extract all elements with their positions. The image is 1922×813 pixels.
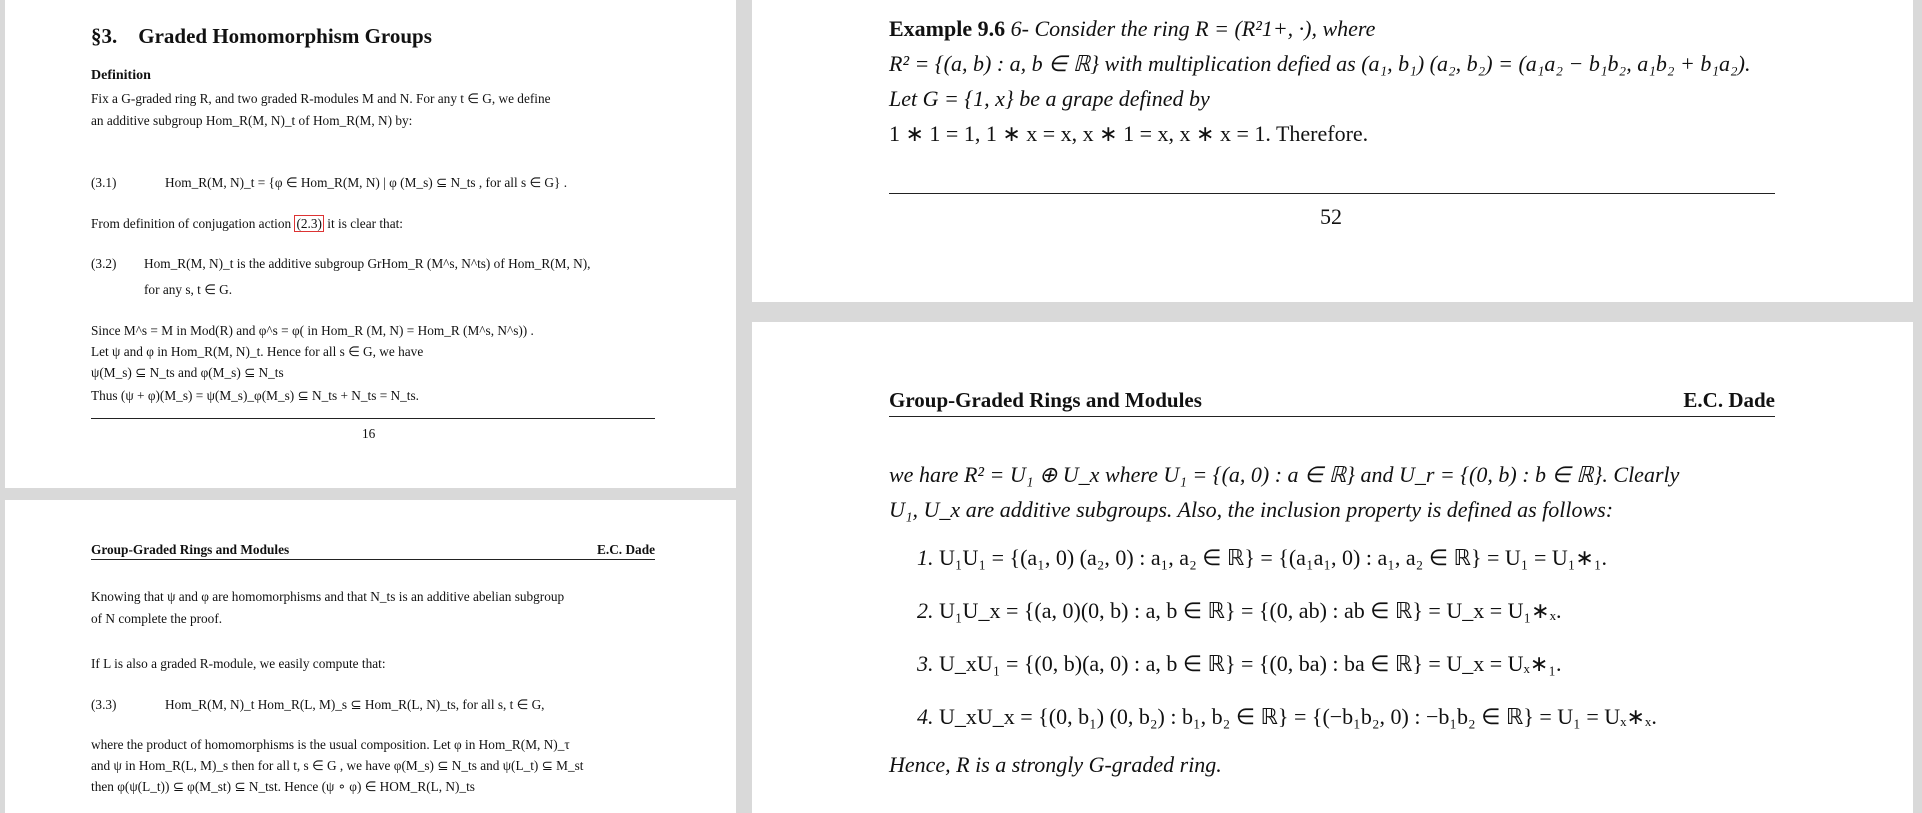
eq-3-1: Hom_R(M, N)_t = {φ ∈ Hom_R(M, N) | φ (M_s) ⊆ N_ts , for all s ∈ G} . [165, 175, 568, 190]
page-16 [5, 0, 736, 488]
list-item [917, 545, 1607, 571]
know-line-1: Knowing that ψ and φ are homomorphisms and that N_ts is an additive abelian subgroup [91, 589, 565, 604]
example-intro: 6- Consider the ring R = (R²1+, ·), where [1010, 16, 1376, 41]
list-item-text: U₁U_x = {(a, 0)(0, b) : a, b ∈ ℝ} = {(0, ab) : ab ∈ ℝ} = U_x = U₁∗ₓ. [939, 598, 1562, 623]
footer-rule [91, 418, 655, 419]
conjugation-line [91, 216, 403, 232]
page-53 [752, 322, 1913, 813]
header-rule [889, 416, 1775, 417]
section-title: §3. Graded Homomorphism Groups [91, 24, 432, 48]
def-line-2: an additive subgroup Hom_R(M, N)_t of Hom_R(M, N) by: [91, 113, 413, 128]
definition-heading: Definition [91, 68, 151, 83]
page-17 [5, 500, 736, 813]
page-number: 52 [1320, 204, 1342, 229]
list-item [917, 651, 1562, 677]
eq-3-3-label: (3.3) [91, 697, 117, 712]
running-header-left: Group-Graded Rings and Modules [889, 388, 1202, 412]
list-item-number: 2. [917, 598, 934, 623]
eq-3-2-line-1: Hom_R(M, N)_t is the additive subgroup GrHom_R (M^s, N^ts) of Hom_R(M, N), [144, 256, 591, 271]
eq-3-3: Hom_R(M, N)_t Hom_R(L, M)_s ⊆ Hom_R(L, N)_ts, for all s, t ∈ G, [165, 697, 545, 712]
footer-rule [889, 193, 1775, 194]
conj-text-before: From definition of conjugation action [91, 216, 295, 231]
hence-line: Hence, R is a strongly G-graded ring. [889, 752, 1222, 777]
header-rule [91, 559, 655, 560]
since-line-4: Thus (ψ + φ)(M_s) = ψ(M_s)_φ(M_s) ⊆ N_ts + N_ts = N_ts. [91, 388, 419, 403]
running-header-right: E.C. Dade [1683, 388, 1775, 412]
list-item [917, 598, 1562, 624]
example-label: Example 9.6 [889, 16, 1006, 41]
example-line-1 [889, 16, 1375, 42]
since-line-3: ψ(M_s) ⊆ N_ts and φ(M_s) ⊆ N_ts [91, 365, 284, 380]
list-item [917, 704, 1657, 730]
running-header-right: E.C. Dade [597, 542, 655, 557]
eq-3-1-label: (3.1) [91, 175, 117, 190]
where-line-2: and ψ in Hom_R(L, M)_s then for all t, s ∈ G , we have φ(M_s) ⊆ N_ts and ψ(L_t) ⊆ M_st [91, 758, 584, 773]
page-52 [752, 0, 1913, 302]
list-item-number: 3. [917, 651, 934, 676]
we-line-2: U₁, U_x are additive subgroups. Also, the inclusion property is defined as follows: [889, 497, 1614, 522]
since-line-1: Since M^s = M in Mod(R) and φ^s = φ( in Hom_R (M, N) = Hom_R (M^s, N^s)) . [91, 323, 534, 338]
where-line-1: where the product of homomorphisms is the usual composition. Let φ in Hom_R(M, N)_τ [91, 737, 570, 752]
list-item-text: U_xU_x = {(0, b₁) (0, b₂) : b₁, b₂ ∈ ℝ} = {(−b₁b₂, 0) : −b₁b₂ ∈ ℝ} = U₁ = Uₓ∗ₓ. [939, 704, 1657, 729]
know-line-2: of N complete the proof. [91, 611, 223, 626]
example-line-2: R² = {(a, b) : a, b ∈ ℝ} with multiplication defied as (a₁, b₁) (a₂, b₂) = (a₁a₂ − b₁b₂, a₁b₂ + b₁a₂). [889, 51, 1751, 76]
list-item-text: U_xU₁ = {(0, b)(a, 0) : a, b ∈ ℝ} = {(0, ba) : ba ∈ ℝ} = U_x = Uₓ∗₁. [939, 651, 1562, 676]
where-line-3: then φ(ψ(L_t)) ⊆ φ(M_st) ⊆ N_tst. Hence (ψ ∘ φ) ∈ HOM_R(L, N)_ts [91, 779, 475, 794]
if-line: If L is also a graded R-module, we easily compute that: [91, 656, 386, 671]
example-line-3: Let G = {1, x} be a grape defined by [889, 86, 1210, 111]
list-item-number: 1. [917, 545, 934, 570]
ref-2-3-link[interactable]: (2.3) [296, 216, 322, 231]
def-line-1: Fix a G-graded ring R, and two graded R-modules M and N. For any t ∈ G, we define [91, 91, 551, 106]
we-line-1: we hare R² = U₁ ⊕ U_x where U₁ = {(a, 0) : a ∈ ℝ} and U_r = {(0, b) : b ∈ ℝ}. Clearly [889, 462, 1680, 487]
eq-3-2-line-2: for any s, t ∈ G. [144, 282, 233, 297]
eq-3-2-label: (3.2) [91, 256, 117, 271]
page-number: 16 [362, 426, 376, 441]
list-item-text: U₁U₁ = {(a₁, 0) (a₂, 0) : a₁, a₂ ∈ ℝ} = {(a₁a₁, 0) : a₁, a₂ ∈ ℝ} = U₁ = U₁∗₁. [939, 545, 1608, 570]
example-line-4: 1 ∗ 1 = 1, 1 ∗ x = x, x ∗ 1 = x, x ∗ x = 1. Therefore. [889, 121, 1369, 146]
conj-text-after: it is clear that: [323, 216, 403, 231]
since-line-2: Let ψ and φ in Hom_R(M, N)_t. Hence for all s ∈ G, we have [91, 344, 424, 359]
list-item-number: 4. [917, 704, 934, 729]
running-header-left: Group-Graded Rings and Modules [91, 542, 290, 557]
